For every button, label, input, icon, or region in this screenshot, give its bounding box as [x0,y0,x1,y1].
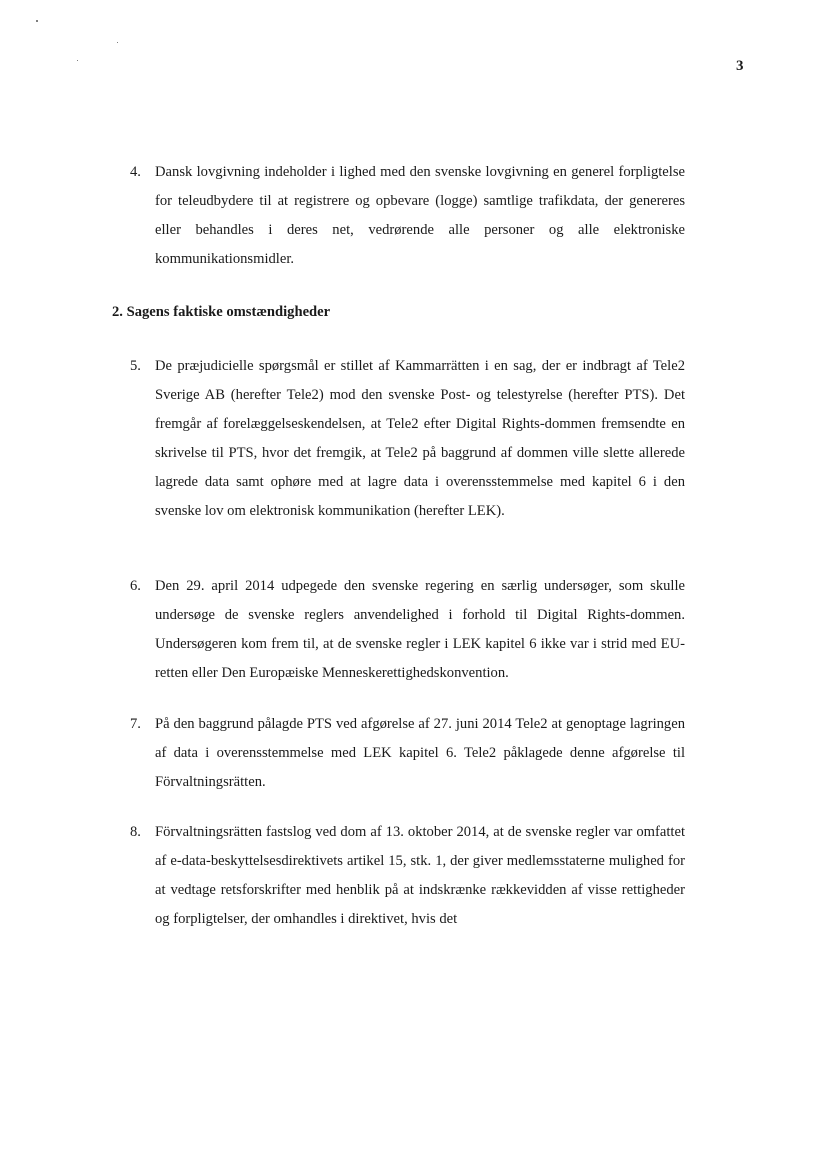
paragraph-8 [130,818,685,934]
paragraph-number: 7. [130,716,141,732]
paragraph-number: 8. [130,824,141,840]
paragraph-text: De præjudicielle spørgsmål er stillet af Kammarrätten i en sag, der er indbragt af Tele2 Sverige AB (herefter Tele2) mod den svenske Post- og telestyrelse (herefter PTS). Det fremgår af forelæggelseskendelsen, at Tele2 efter Digital Rights-dommen fremsendte en skrivelse til PTS, hvor det fremgik, at Tele2 på baggrund af dommen ville slette allerede lagrede data samt ophøre med at lagre data i overensstemmelse med kapitel 6 i den svenske lov om elektronisk kommunikation (herefter LEK). [155,358,685,519]
paragraph-number: 4. [130,164,141,180]
paragraph-text: På den baggrund pålagde PTS ved afgørelse af 27. juni 2014 Tele2 at genoptage lagringen af data i overensstemmelse med LEK kapitel 6. Tele2 påklagede denne afgørelse til Förvaltningsrätten. [155,716,685,790]
paragraph-4 [130,158,685,274]
page-number: 3 [736,58,744,74]
paragraph-text: Den 29. april 2014 udpegede den svenske regering en særlig undersøger, som skulle undersøge de svenske reglers anvendelighed i forhold til Digital Rights-dommen. Undersøgeren kom frem til, at de svenske regler i LEK kapitel 6 ikke var i strid med EU-retten eller Den Europæiske Menneskerettighedskonvention. [155,578,685,681]
paragraph-number: 5. [130,358,141,374]
scan-speck [36,20,38,22]
paragraph-text: Förvaltningsrätten fastslog ved dom af 13. oktober 2014, at de svenske regler var omfattet af e-data-beskyttelsesdirektivets artikel 15, stk. 1, der giver medlemsstaterne mulighed for at vedtage retsforskrifter med henblik på at indskrænke rækkevidden af visse rettigheder og forpligtelser, der omhandles i direktivet, hvis det [155,824,685,927]
section-heading: 2. Sagens faktiske omstændigheder [112,304,331,320]
scan-speck [77,60,78,61]
paragraph-text: Dansk lovgivning indeholder i lighed med den svenske lovgivning en generel forpligtelse for teleudbydere til at registrere og opbevare (logge) samtlige trafikdata, der genereres eller behandles i deres net, vedrørende alle personer og alle elektroniske kommunikationsmidler. [155,164,685,267]
paragraph-5 [130,352,685,526]
paragraph-7 [130,710,685,797]
paragraph-number: 6. [130,578,141,594]
scan-speck [117,42,118,43]
paragraph-6 [130,572,685,688]
